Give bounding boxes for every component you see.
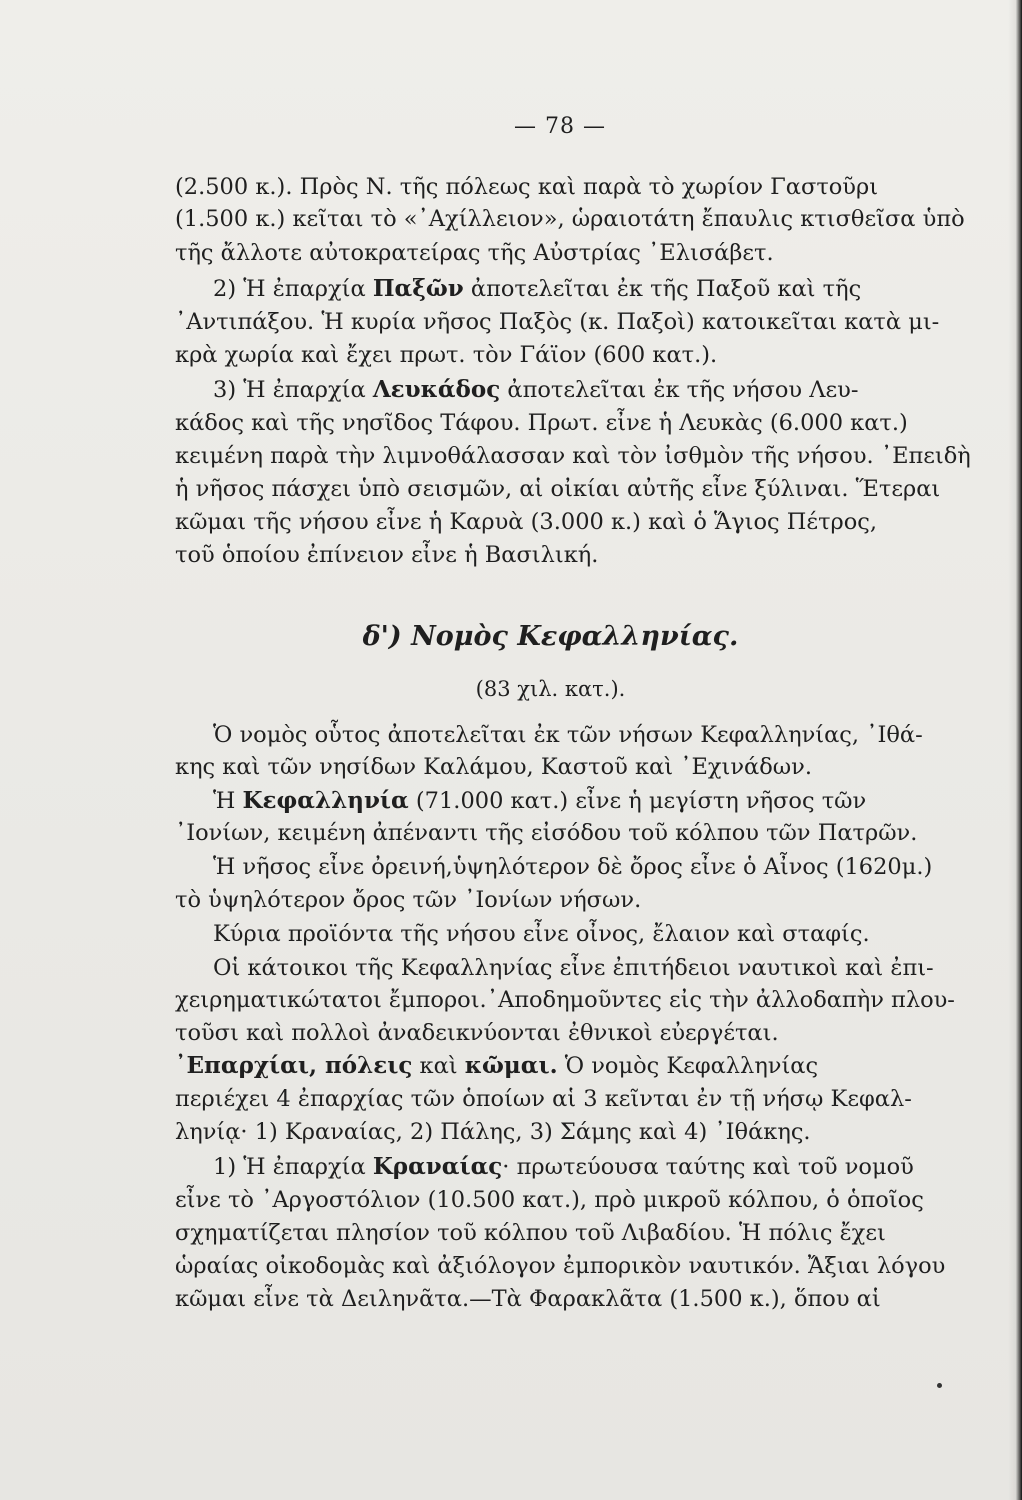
page-number: — 78 — xyxy=(514,114,606,139)
text-line-13: Ὁ νομὸς οὗτος ἀποτελεῖται ἐκ τῶν νήσων Κεφαλληνίας, ᾿Ιθά- xyxy=(213,722,923,748)
section-title: δ') Νομὸς Κεφαλληνίας. xyxy=(362,621,739,652)
text-line-21: χειρηματικώτατοι ἔμποροι.᾿Αποδημοῦντες εἰς τὴν ἀλλοδαπὴν πλου- xyxy=(175,987,955,1013)
line-4-suffix: ἀποτελεῖται ἐκ τῆς Παξοῦ καὶ τῆς xyxy=(463,276,862,302)
text-line-4 xyxy=(213,274,964,304)
text-line-5: ᾿Αντιπάξου. Ἡ κυρία νῆσος Παξὸς (κ. Παξοὶ) κατοικεῖται κατὰ μι- xyxy=(175,309,940,335)
text-line-24: περιέχει 4 ἐπαρχίας τῶν ὁποίων αἱ 3 κεῖνται ἐν τῇ νήσῳ Κεφαλ- xyxy=(175,1086,912,1112)
text-line-7 xyxy=(213,375,964,405)
bold-term-kefallinia: Κεφαλληνία xyxy=(242,787,409,814)
text-line-26 xyxy=(213,1152,964,1182)
text-line-22: τοῦσι καὶ πολλοὶ ἀναδεικνύονται ἐθνικοὶ εὐεργέται. xyxy=(175,1020,779,1046)
text-line-9: κειμένη παρὰ τὴν λιμνοθάλασσαν καὶ τὸν ἰσθμὸν τῆς νήσου. ᾿Επειδὴ xyxy=(175,443,971,469)
bold-term-leukados: Λευκάδος xyxy=(372,376,501,403)
text-line-15 xyxy=(213,786,964,816)
line-15-suffix: (71.000 κατ.) εἶνε ἡ μεγίστη νῆσος τῶν xyxy=(408,788,867,814)
text-line-28: σχηματίζεται πλησίον τοῦ κόλπου τοῦ Λιβαδίου. Ἡ πόλις ἔχει xyxy=(175,1220,886,1246)
text-line-16: ᾿Ιονίων, κειμένη ἀπέναντι τῆς εἰσόδου τοῦ κόλπου τῶν Πατρῶν. xyxy=(175,820,918,846)
text-line-17: Ἡ νῆσος εἶνε ὀρεινή,ὑψηλότερον δὲ ὄρος εἶνε ὁ Αἶνος (1620μ.) xyxy=(213,854,933,880)
text-line-14: κης καὶ τῶν νησίδων Καλάμου, Καστοῦ καὶ ᾿Εχινάδων. xyxy=(175,754,812,780)
line-7-suffix: ἀποτελεῖται ἐκ τῆς νήσου Λευ- xyxy=(500,377,859,403)
text-line-30: κῶμαι εἶνε τὰ Δειληνᾶτα.—Τὰ Φαρακλᾶτα (1.500 κ.), ὅπου αἱ xyxy=(175,1286,881,1312)
page-edge-shadow xyxy=(1008,0,1022,1500)
line-26-suffix: · πρωτεύουσα ταύτης καὶ τοῦ νομοῦ xyxy=(502,1154,914,1180)
text-line-10: ἡ νῆσος πάσχει ὑπὸ σεισμῶν, αἱ οἰκίαι αὐτῆς εἶνε ξύλιναι. Ἕτεραι xyxy=(175,476,941,502)
bold-term-komai: κῶμαι. xyxy=(464,1052,558,1079)
bold-term-paxon: Παξῶν xyxy=(372,275,464,302)
stray-dot-mark xyxy=(937,1383,942,1388)
section-population: (83 χιλ. κατ.). xyxy=(475,677,626,701)
text-line-27: εἶνε τὸ ᾿Αργοστόλιον (10.500 κατ.), πρὸ μικροῦ κόλπου, ὁ ὁποῖος xyxy=(175,1187,924,1213)
text-line-23 xyxy=(175,1051,926,1081)
line-26-prefix: 1) Ἡ ἐπαρχία xyxy=(213,1154,373,1180)
text-line-2: (1.500 κ.) κεῖται τὸ «᾿Αχίλλειον», ὡραιοτάτη ἔπαυλις κτισθεῖσα ὑπὸ xyxy=(175,206,965,232)
text-line-6: κρὰ χωρία καὶ ἔχει πρωτ. τὸν Γάϊον (600 κατ.). xyxy=(175,342,718,368)
text-line-3: τῆς ἄλλοτε αὐτοκρατείρας τῆς Αὐστρίας ᾿Ελισάβετ. xyxy=(175,240,774,266)
line-7-prefix: 3) Ἡ ἐπαρχία xyxy=(213,377,373,403)
text-line-20: Οἱ κάτοικοι τῆς Κεφαλληνίας εἶνε ἐπιτήδειοι ναυτικοὶ καὶ ἐπι- xyxy=(213,955,934,981)
text-line-8: κάδος καὶ τῆς νησῖδος Τάφου. Πρωτ. εἶνε ἡ Λευκὰς (6.000 κατ.) xyxy=(175,410,908,436)
text-line-25: ληνίᾳ· 1) Κραναίας, 2) Πάλης, 3) Σάμης καὶ 4) ᾿Ιθάκης. xyxy=(175,1119,811,1145)
bold-term-kranaias: Κραναίας xyxy=(372,1153,503,1180)
bold-term-eparchiai: ᾿Επαρχίαι, πόλεις xyxy=(175,1052,413,1079)
text-line-12: τοῦ ὁποίου ἐπίνειον εἶνε ἡ Βασιλική. xyxy=(175,542,599,568)
text-line-29: ὡραίας οἰκοδομὰς καὶ ἀξιόλογον ἐμπορικὸν ναυτικόν. Ἄξιαι λόγου xyxy=(175,1253,946,1279)
text-line-11: κῶμαι τῆς νήσου εἶνε ἡ Καρυὰ (3.000 κ.) καὶ ὁ Ἅγιος Πέτρος, xyxy=(175,509,878,535)
line-15-prefix: Ἡ xyxy=(213,788,243,814)
text-line-1: (2.500 κ.). Πρὸς Ν. τῆς πόλεως καὶ παρὰ τὸ χωρίον Γαστοῦρι xyxy=(175,174,879,200)
line-23-mid: καὶ xyxy=(412,1053,465,1079)
line-4-prefix: 2) Ἡ ἐπαρχία xyxy=(213,276,373,302)
line-23-suffix: Ὁ νομὸς Κεφαλληνίας xyxy=(557,1053,819,1079)
text-line-18: τὸ ὑψηλότερον ὄρος τῶν ᾿Ιονίων νήσων. xyxy=(175,887,642,913)
text-line-19: Κύρια προϊόντα τῆς νήσου εἶνε οἶνος, ἔλαιον καὶ σταφίς. xyxy=(213,921,870,947)
